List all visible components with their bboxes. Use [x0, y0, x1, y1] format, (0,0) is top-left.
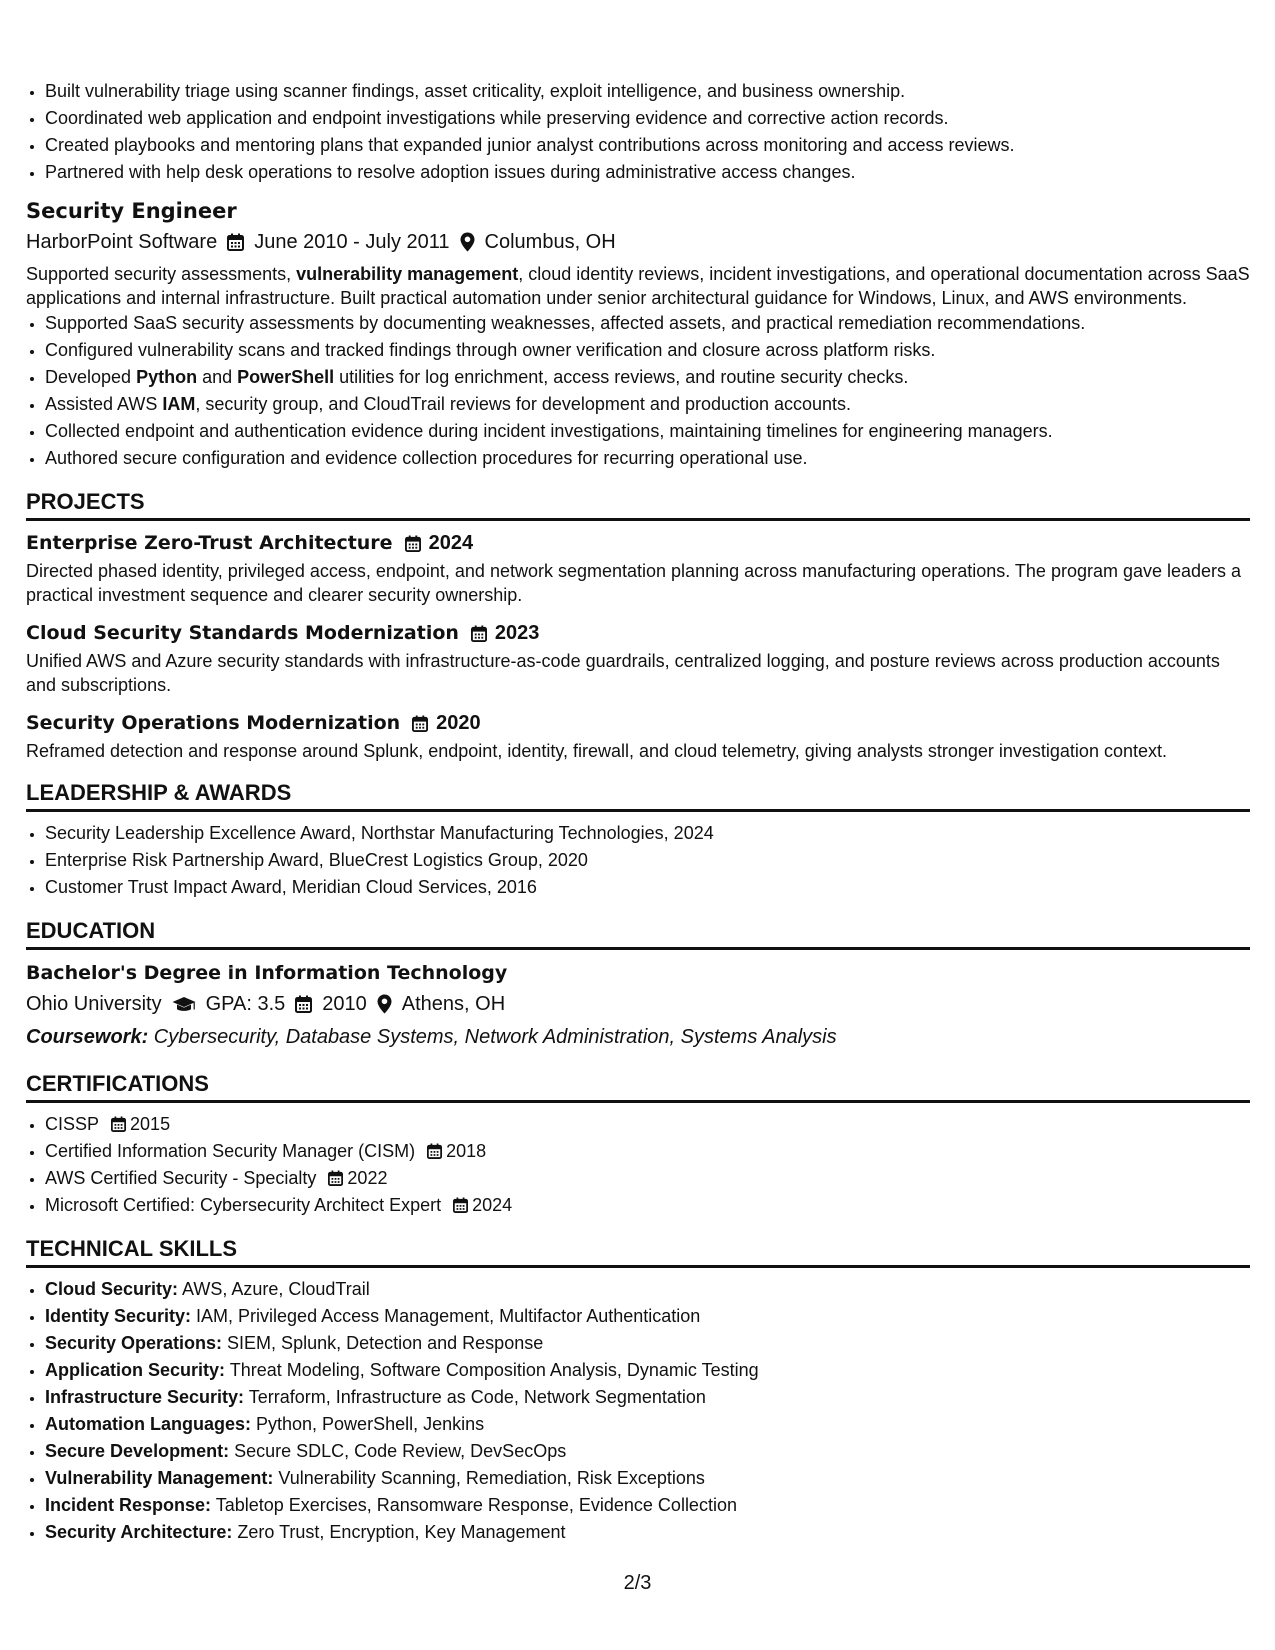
- list-item: • Enterprise Risk Partnership Award, BlueCrest Logistics Group, 2020: [45, 847, 1250, 874]
- certification-year: 2024: [472, 1195, 513, 1215]
- job-location: Columbus, OH: [484, 231, 616, 253]
- skill-values: Vulnerability Scanning, Remediation, Risk Exceptions: [273, 1468, 705, 1488]
- experience-bullets-continued: [26, 78, 1250, 186]
- calendar-icon: [405, 535, 421, 552]
- skill-values: Python, PowerShell, Jenkins: [251, 1414, 485, 1434]
- job-bullets: [26, 310, 1250, 472]
- list-item: [45, 364, 1250, 391]
- project-title: Security Operations Modernization: [26, 712, 401, 734]
- skill-category: Identity Security:: [45, 1306, 192, 1326]
- graduation-year: 2010: [322, 993, 367, 1015]
- awards-list: [26, 820, 1250, 901]
- skill-values: Tabletop Exercises, Ransomware Response, Evidence Collection: [211, 1495, 737, 1515]
- project-description: Reframed detection and response around Splunk, endpoint, identity, firewall, and cloud telemetry, giving analysts stronger investigation context.: [26, 741, 1167, 761]
- job-summary: [26, 262, 1250, 310]
- bullet-bold: PowerShell: [237, 367, 335, 387]
- list-item: • Security Leadership Excellence Award, Northstar Manufacturing Technologies, 2024: [45, 820, 1250, 847]
- list-item: [45, 1411, 1250, 1438]
- skill-category: Vulnerability Management:: [45, 1468, 274, 1488]
- list-item: [45, 1330, 1250, 1357]
- list-item: • Customer Trust Impact Award, Meridian Cloud Services, 2016: [45, 874, 1250, 901]
- calendar-icon: [453, 1197, 468, 1213]
- bullet-text: and: [197, 367, 238, 387]
- map-pin-icon: [460, 232, 475, 252]
- list-item: [45, 1519, 1250, 1546]
- job-title: Security Engineer: [26, 199, 237, 223]
- list-item: • Coordinated web application and endpoint investigations while preserving evidence and corrective action records.: [45, 105, 1250, 132]
- section-heading-projects: PROJECTS: [26, 488, 1250, 521]
- skill-category: Security Architecture:: [45, 1522, 233, 1542]
- calendar-icon: [427, 1143, 442, 1159]
- map-pin-icon: [377, 994, 392, 1014]
- list-item: [45, 1357, 1250, 1384]
- list-item: [45, 1111, 1250, 1138]
- list-item: • Configured vulnerability scans and tracked findings through owner verification and closure across platform risks.: [45, 337, 1250, 364]
- list-item: • Built vulnerability triage using scanner findings, asset criticality, exploit intelligence, and business ownership.: [45, 78, 1250, 105]
- certification-name: Microsoft Certified: Cybersecurity Architect Expert: [45, 1195, 442, 1215]
- list-item: • Authored secure configuration and evidence collection procedures for recurring operational use.: [45, 445, 1250, 472]
- bullet-text: , security group, and CloudTrail reviews for development and production accounts.: [195, 394, 852, 414]
- project-item: [26, 619, 1250, 697]
- project-title-row: [26, 709, 1250, 737]
- calendar-icon: [471, 625, 487, 642]
- skill-values: AWS, Azure, CloudTrail: [178, 1279, 370, 1299]
- project-title: Enterprise Zero-Trust Architecture: [26, 532, 393, 554]
- skill-category: Infrastructure Security:: [45, 1387, 245, 1407]
- page-number: 2/3: [623, 1572, 652, 1594]
- project-title-row: [26, 529, 1250, 557]
- skill-category: Secure Development:: [45, 1441, 230, 1461]
- skill-values: Zero Trust, Encryption, Key Management: [232, 1522, 566, 1542]
- gpa: GPA: 3.5: [205, 993, 286, 1015]
- certifications-list: [26, 1111, 1250, 1219]
- project-year: 2023: [494, 622, 540, 644]
- graduation-cap-icon: [172, 996, 196, 1013]
- list-item: [45, 1492, 1250, 1519]
- resume-page: [26, 78, 1250, 1546]
- certification-name: CISSP: [45, 1114, 100, 1134]
- section-heading-certifications: CERTIFICATIONS: [26, 1070, 1250, 1103]
- calendar-icon: [412, 715, 428, 732]
- bullet-bold: IAM: [162, 394, 196, 414]
- certification-name: Certified Information Security Manager (CISM): [45, 1141, 416, 1161]
- coursework-label: Coursework:: [26, 1026, 149, 1048]
- list-item: [45, 1465, 1250, 1492]
- list-item: [45, 1138, 1250, 1165]
- skill-category: Incident Response:: [45, 1495, 212, 1515]
- list-item: [45, 1303, 1250, 1330]
- project-item: [26, 709, 1250, 763]
- list-item: • Supported SaaS security assessments by documenting weaknesses, affected assets, and practical remediation recommendations.: [45, 310, 1250, 337]
- bullet-text: Assisted AWS: [45, 394, 163, 414]
- calendar-icon: [111, 1116, 126, 1132]
- job-dates: June 2010 - July 2011: [254, 231, 450, 253]
- list-item: • Partnered with help desk operations to resolve adoption issues during administrative access changes.: [45, 159, 1250, 186]
- list-item: [45, 391, 1250, 418]
- summary-text: Supported security assessments,: [26, 264, 297, 284]
- degree-title: Bachelor's Degree in Information Technology: [26, 962, 508, 984]
- skill-values: SIEM, Splunk, Detection and Response: [222, 1333, 544, 1353]
- list-item: [45, 1192, 1250, 1219]
- coursework-list: Cybersecurity, Database Systems, Network Administration, Systems Analysis: [148, 1026, 837, 1048]
- project-title-row: [26, 619, 1250, 647]
- summary-bold: vulnerability management: [296, 264, 519, 284]
- skill-category: Automation Languages:: [45, 1414, 251, 1434]
- list-item: [45, 1165, 1250, 1192]
- skill-category: Cloud Security:: [45, 1279, 179, 1299]
- skill-values: Terraform, Infrastructure as Code, Network Segmentation: [244, 1387, 706, 1407]
- certification-year: 2018: [446, 1141, 487, 1161]
- project-title: Cloud Security Standards Modernization: [26, 622, 459, 644]
- list-item: [45, 1384, 1250, 1411]
- school-name: Ohio University: [26, 993, 162, 1015]
- certification-year: 2022: [347, 1168, 388, 1188]
- section-heading-education: EDUCATION: [26, 917, 1250, 950]
- school-location: Athens, OH: [401, 993, 506, 1015]
- certification-name: AWS Certified Security - Specialty: [45, 1168, 317, 1188]
- list-item: • Collected endpoint and authentication evidence during incident investigations, maintaining timelines for engineering managers.: [45, 418, 1250, 445]
- calendar-icon: [328, 1170, 343, 1186]
- bullet-bold: Python: [136, 367, 198, 387]
- project-description: Unified AWS and Azure security standards with infrastructure-as-code guardrails, centralized logging, and posture reviews across production accounts and subscriptions.: [26, 651, 1220, 695]
- skill-values: Secure SDLC, Code Review, DevSecOps: [229, 1441, 567, 1461]
- section-heading-awards: LEADERSHIP & AWARDS: [26, 779, 1250, 812]
- project-item: [26, 529, 1250, 607]
- list-item: • Created playbooks and mentoring plans that expanded junior analyst contributions across monitoring and access reviews.: [45, 132, 1250, 159]
- coursework: [26, 1022, 1250, 1052]
- calendar-icon: [295, 995, 312, 1013]
- list-item: [45, 1276, 1250, 1303]
- skill-values: IAM, Privileged Access Management, Multifactor Authentication: [191, 1306, 701, 1326]
- skill-category: Application Security:: [45, 1360, 226, 1380]
- skill-values: Threat Modeling, Software Composition Analysis, Dynamic Testing: [225, 1360, 759, 1380]
- calendar-icon: [227, 233, 244, 251]
- education-meta: [26, 988, 1250, 1020]
- section-heading-skills: TECHNICAL SKILLS: [26, 1235, 1250, 1268]
- job-meta: [26, 226, 1250, 258]
- project-year: 2024: [428, 532, 474, 554]
- skills-list: [26, 1276, 1250, 1546]
- summary-text: , cloud identity reviews, incident investigations, and operational documentation across SaaS applications and internal infrastructure. Built practical automation under senior architectural guidance for Windows, Linux, and AWS environments.: [26, 264, 1250, 308]
- certification-year: 2015: [130, 1114, 171, 1134]
- project-description: Directed phased identity, privileged access, endpoint, and network segmentation planning across manufacturing operations. The program gave leaders a practical investment sequence and clearer security ownership.: [26, 561, 1242, 605]
- skill-category: Security Operations:: [45, 1333, 223, 1353]
- list-item: [45, 1438, 1250, 1465]
- bullet-text: utilities for log enrichment, access reviews, and routine security checks.: [334, 367, 909, 387]
- company-name: HarborPoint Software: [26, 231, 218, 253]
- bullet-text: Developed: [45, 367, 137, 387]
- project-year: 2020: [436, 712, 481, 734]
